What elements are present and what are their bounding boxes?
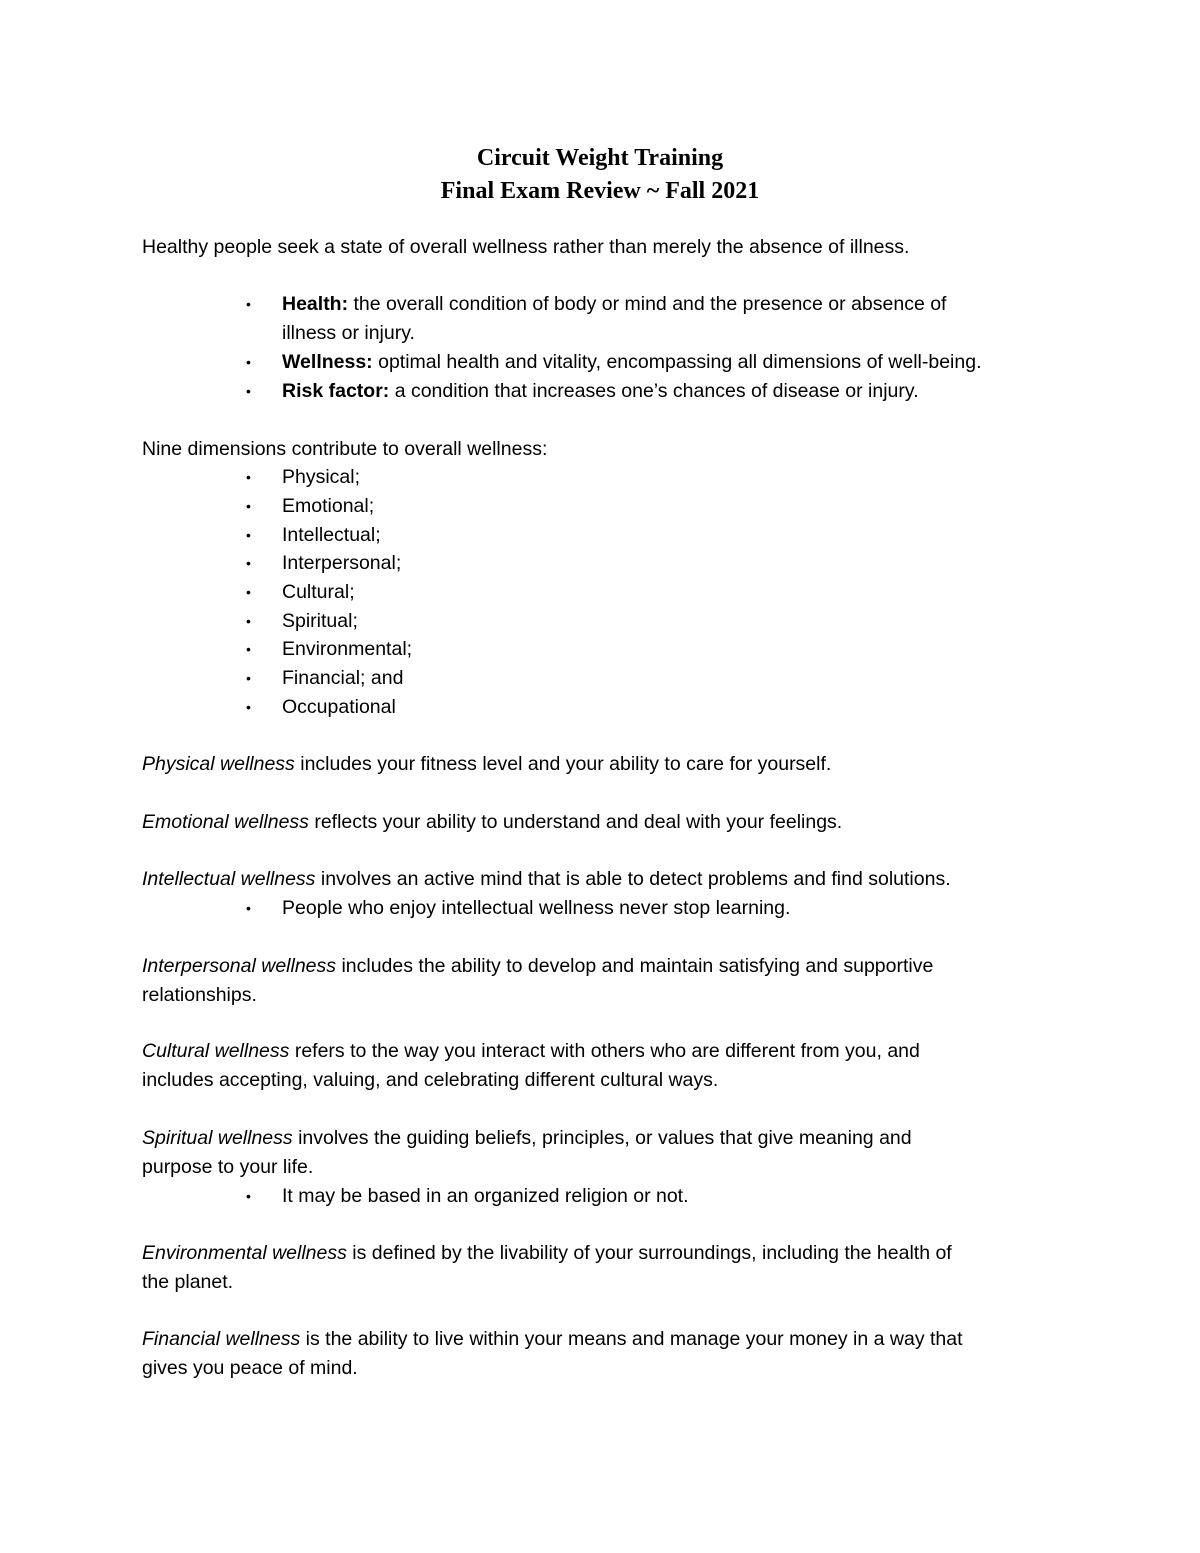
paragraph-environmental: [142, 1239, 952, 1297]
dimension-label: Cultural;: [282, 581, 355, 603]
bullet-icon: •: [246, 296, 251, 312]
paragraph-financial: [142, 1325, 963, 1383]
dimension-item: [246, 578, 355, 607]
document-title: Circuit Weight Training: [476, 145, 724, 171]
paragraph-text: reflects your ability to understand and deal with your feelings.: [308, 811, 843, 833]
paragraph-spiritual: [142, 1124, 912, 1182]
bullet-icon: •: [246, 641, 251, 657]
bullet-icon: •: [246, 584, 251, 600]
paragraph-term: Cultural wellness: [142, 1040, 290, 1062]
dimension-label: Intellectual;: [282, 524, 381, 546]
dimension-label: Spiritual;: [282, 610, 358, 632]
bullet-icon: •: [246, 469, 251, 485]
paragraph-text-cont: purpose to your life.: [142, 1156, 314, 1178]
definition-text-cont: illness or injury.: [282, 322, 415, 344]
definition-text: a condition that increases one’s chances of disease or injury.: [389, 380, 919, 402]
intellectual-bullet: [246, 894, 790, 923]
paragraph-physical: [142, 750, 831, 779]
definition-text: the overall condition of body or mind and the presence or absence of: [348, 293, 947, 315]
paragraph-term: Intellectual wellness: [142, 868, 316, 890]
paragraph-text-cont: includes accepting, valuing, and celebrating different cultural ways.: [142, 1069, 719, 1091]
intro-text: Healthy people seek a state of overall wellness rather than merely the absence of illness.: [142, 236, 910, 258]
document-subtitle: Final Exam Review ~ Fall 2021: [440, 178, 760, 204]
dimension-item: [246, 521, 381, 550]
dimension-label: Occupational: [282, 696, 396, 718]
paragraph-term: Emotional wellness: [142, 811, 309, 833]
dimension-item: [246, 463, 360, 492]
dimension-label: Emotional;: [282, 495, 375, 517]
dimension-label: Interpersonal;: [282, 552, 402, 574]
dimension-item: [246, 492, 374, 521]
paragraph-term: Physical wellness: [142, 753, 295, 775]
dimension-item: [246, 549, 401, 578]
definition-health: [246, 290, 946, 348]
paragraph-cultural: [142, 1037, 920, 1095]
paragraph-term: Financial wellness: [142, 1328, 301, 1350]
dimension-item: [246, 607, 358, 636]
dimension-label: Environmental;: [282, 638, 413, 660]
paragraph-text: includes the ability to develop and maintain satisfying and supportive: [336, 955, 934, 977]
paragraph-text: is defined by the livability of your surroundings, including the health of: [346, 1242, 952, 1264]
bullet-text: People who enjoy intellectual wellness never stop learning.: [282, 897, 791, 919]
paragraph-text: involves the guiding beliefs, principles, or values that give meaning and: [292, 1127, 912, 1149]
bullet-icon: •: [246, 613, 251, 629]
paragraph-emotional: [142, 808, 842, 837]
definition-term: Health:: [282, 293, 349, 315]
dimensions-intro: Nine dimensions contribute to overall wellness:: [142, 438, 548, 460]
paragraph-term: Spiritual wellness: [142, 1127, 293, 1149]
definition-risk-factor: [246, 377, 919, 406]
paragraph-intellectual: [142, 865, 951, 894]
dimension-label: Physical;: [282, 466, 361, 488]
paragraph-interpersonal: [142, 952, 933, 1010]
bullet-icon: •: [246, 670, 251, 686]
paragraph-text: includes your fitness level and your ability to care for yourself.: [294, 753, 832, 775]
dimension-item: [246, 693, 396, 722]
bullet-icon: •: [246, 699, 251, 715]
spiritual-bullet: [246, 1182, 689, 1211]
dimension-item: [246, 664, 403, 693]
definition-term: Risk factor:: [282, 380, 390, 402]
paragraph-term: Interpersonal wellness: [142, 955, 337, 977]
bullet-icon: •: [246, 555, 251, 571]
paragraph-text: is the ability to live within your means and manage your money in a way that: [300, 1328, 963, 1350]
bullet-icon: •: [246, 527, 251, 543]
paragraph-text-cont: relationships.: [142, 984, 257, 1006]
dimension-label: Financial; and: [282, 667, 404, 689]
paragraph-term: Environmental wellness: [142, 1242, 347, 1264]
bullet-icon: •: [246, 354, 251, 370]
definition-text: optimal health and vitality, encompassing all dimensions of well-being.: [372, 351, 982, 373]
dimension-item: [246, 635, 412, 664]
paragraph-text: involves an active mind that is able to detect problems and find solutions.: [315, 868, 951, 890]
bullet-icon: •: [246, 900, 251, 916]
bullet-icon: •: [246, 383, 251, 399]
paragraph-text-cont: gives you peace of mind.: [142, 1357, 358, 1379]
paragraph-text: refers to the way you interact with others who are different from you, and: [289, 1040, 920, 1062]
paragraph-text-cont: the planet.: [142, 1271, 234, 1293]
bullet-icon: •: [246, 498, 251, 514]
definition-term: Wellness:: [282, 351, 373, 373]
definition-wellness: [246, 348, 981, 377]
bullet-text: It may be based in an organized religion or not.: [282, 1185, 689, 1207]
bullet-icon: •: [246, 1188, 251, 1204]
